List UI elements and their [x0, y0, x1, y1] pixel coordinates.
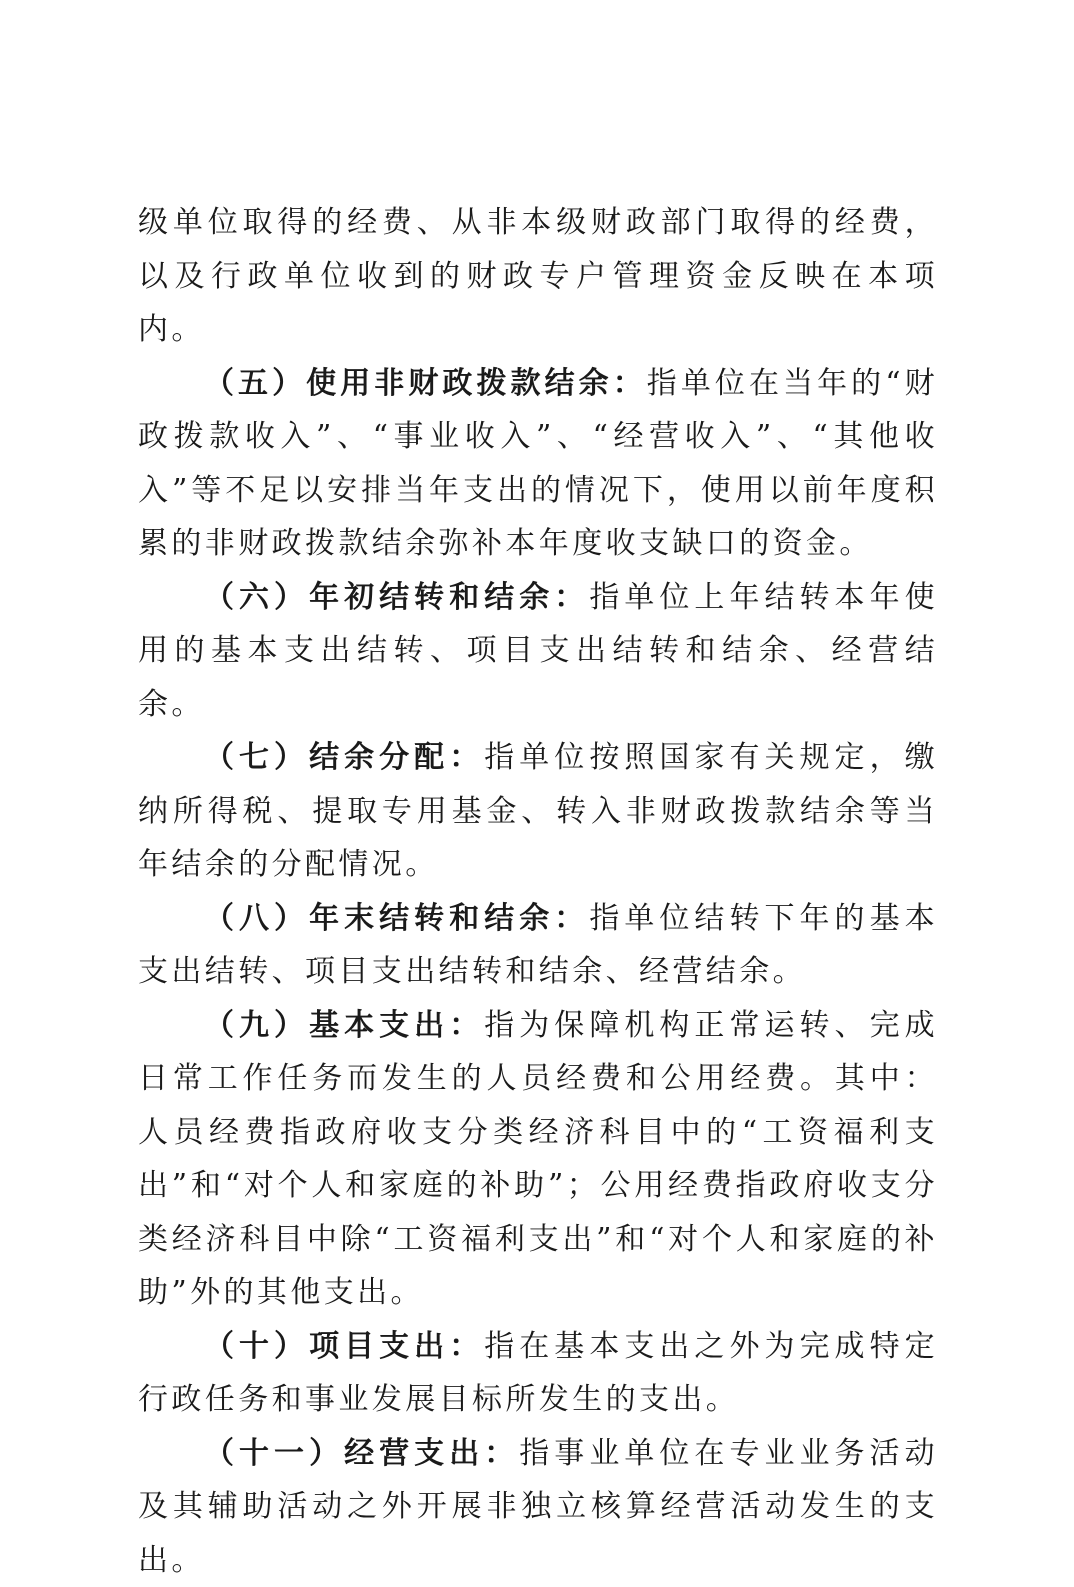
paragraph-term: （十）项目支出：: [204, 1329, 484, 1364]
paragraph-item-8: [138, 892, 938, 999]
paragraph-item-11: [138, 1427, 938, 1587]
paragraph-term: （七）结余分配：: [204, 740, 484, 775]
paragraph-text: 指为保障机构正常运转、完成日常工作任务而发生的人员经费和公用经费。其中：人员经费指政府收支分类经济科目中的“工资福利支出”和“对个人和家庭的补助”；公用经费指政府收支分类经济科目中除“工资福利支出”和“对个人和家庭的补助”外的其他支出。: [138, 1008, 938, 1311]
paragraph-text: 指单位上年结转本年使用的基本支出结转、项目支出结转和结余、经营结余。: [138, 580, 938, 722]
document-body: [138, 196, 938, 1587]
paragraph-text: 级单位取得的经费、从非本级财政部门取得的经费，以及行政单位收到的财政专户管理资金反映在本项内。: [138, 205, 938, 347]
paragraph-text: 指事业单位在专业业务活动及其辅助活动之外开展非独立核算经营活动发生的支出。: [138, 1436, 938, 1578]
paragraph-term: （九）基本支出：: [204, 1008, 484, 1043]
paragraph-item-5: [138, 357, 938, 571]
paragraph-term: （六）年初结转和结余：: [204, 580, 589, 615]
paragraph-text: 指在基本支出之外为完成特定行政任务和事业发展目标所发生的支出。: [138, 1329, 938, 1418]
paragraph-item-6: [138, 571, 938, 732]
paragraph-text: 指单位按照国家有关规定，缴纳所得税、提取专用基金、转入非财政拨款结余等当年结余的分配情况。: [138, 740, 938, 882]
paragraph-text: 指单位结转下年的基本支出结转、项目支出结转和结余、经营结余。: [138, 901, 938, 990]
paragraph-item-10: [138, 1320, 938, 1427]
paragraph-item-9: [138, 999, 938, 1320]
paragraph-term: （十一）经营支出：: [204, 1436, 519, 1471]
paragraph-text: 指单位在当年的“财政拨款收入”、“事业收入”、“经营收入”、“其他收入”等不足以安排当年支出的情况下，使用以前年度积累的非财政拨款结余弥补本年度收支缺口的资金。: [138, 366, 938, 562]
paragraph-term: （五）使用非财政拨款结余：: [204, 366, 647, 401]
paragraph-item-7: [138, 731, 938, 892]
paragraph-term: （八）年末结转和结余：: [204, 901, 589, 936]
paragraph-continuation: [138, 196, 938, 357]
